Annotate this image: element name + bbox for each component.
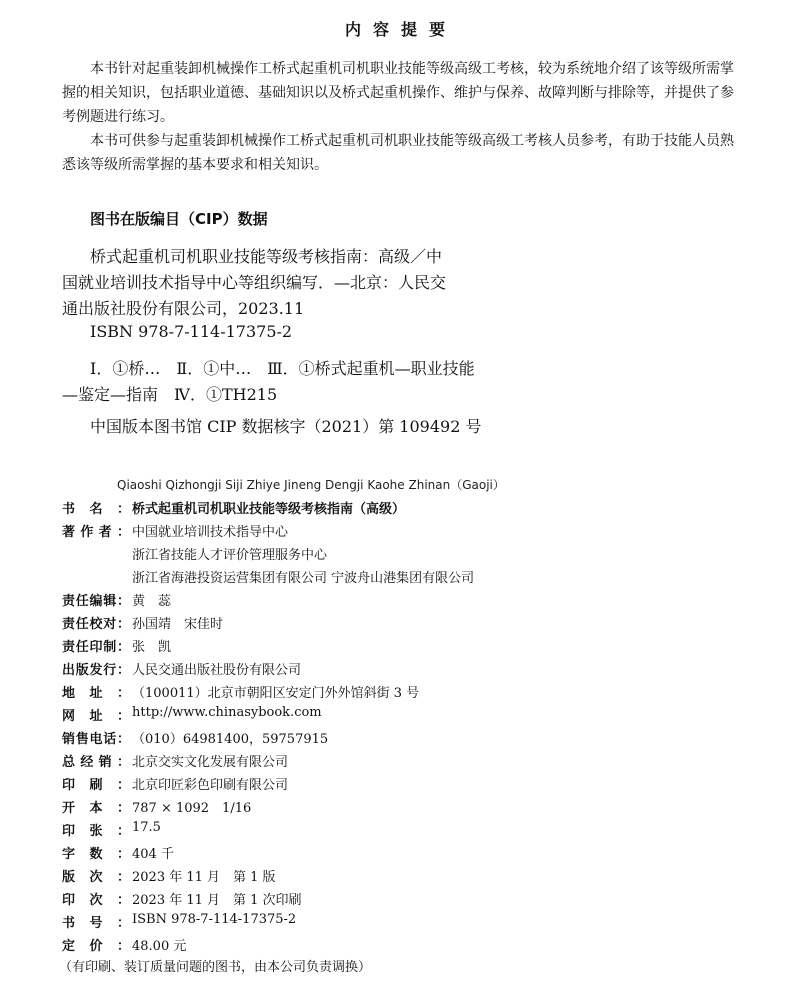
edition-label: 版次： (62, 870, 130, 885)
website-label: 网址： (62, 709, 130, 724)
summary-paragraph-1: 本书针对起重装卸机械操作工桥式起重机司机职业技能等级高级工考核，较为系统地介绍了该等级所需掌握的相关知识，包括职业道德、基础知识以及桥式起重机操作、维护与保养、故障判断与排除等，并提供了参考例题进行练习。 (62, 61, 734, 125)
cip-classification-line-2: —鉴定—指南 Ⅳ．①TH215 (62, 385, 278, 404)
cip-title: 图书在版编目（CIP）数据 (90, 210, 268, 228)
edition-value: 2023 年 11 月 第 1 版 (132, 870, 276, 885)
cip-title-line-3: 通出版社股份有限公司，2023.11 (62, 299, 305, 318)
author-label: 著作者： (62, 525, 130, 540)
quality-note: （有印刷、装订质量问题的图书，由本公司负责调换） (59, 960, 372, 975)
author-value-2: 浙江省技能人才评价管理服务中心 (132, 548, 328, 563)
cip-isbn: ISBN 978-7-114-17375-2 (90, 322, 293, 341)
words-label: 字数： (62, 847, 130, 862)
sheets-value: 17.5 (132, 820, 161, 835)
address-value: （100011）北京市朝阳区安定门外外馆斜街 3 号 (132, 686, 420, 701)
author-value-3: 浙江省海港投资运营集团有限公司 宁波舟山港集团有限公司 (132, 571, 475, 586)
printer-label: 印刷： (62, 778, 130, 793)
impression-value: 2023 年 11 月 第 1 次印刷 (132, 893, 302, 908)
distributor-label: 总经销： (62, 755, 130, 770)
isbn-label: 书号： (62, 916, 130, 931)
sales-phone-value: （010）64981400，59757915 (132, 732, 329, 747)
pinyin-title: Qiaoshi Qizhongji Siji Zhiye Jineng Dengji Kaohe Zhinan（Gaoji） (117, 478, 505, 492)
proofreader-value: 孙国靖 宋佳时 (132, 617, 224, 632)
price-value: 48.00 元 (132, 939, 187, 954)
proofreader-label: 责任校对： (62, 617, 130, 632)
price-label: 定价： (62, 939, 130, 954)
words-value: 404 千 (132, 847, 174, 862)
printer-value: 北京印匠彩色印刷有限公司 (132, 778, 289, 793)
impression-label: 印次： (62, 893, 130, 908)
editor-value: 黄 蕊 (132, 594, 172, 609)
publisher-label: 出版发行： (62, 663, 130, 678)
summary-heading: 内容提要 (344, 20, 457, 39)
author-value-1: 中国就业培训技术指导中心 (132, 525, 289, 540)
publisher-value: 人民交通出版社股份有限公司 (132, 663, 302, 678)
cip-record-number: 中国版本图书馆 CIP 数据核字（2021）第 109492 号 (90, 417, 482, 436)
printing-supervisor-label: 责任印制： (62, 640, 130, 655)
format-label: 开本： (62, 801, 130, 816)
format-value: 787 × 1092 1/16 (132, 801, 252, 816)
isbn-value: ISBN 978-7-114-17375-2 (132, 912, 297, 927)
book-name-value: 桥式起重机司机职业技能等级考核指南（高级） (132, 502, 406, 517)
address-label: 地址： (62, 686, 130, 701)
sales-phone-label: 销售电话： (62, 732, 130, 747)
cip-classification-line-1: Ⅰ．①桥… Ⅱ．①中… Ⅲ．①桥式起重机—职业技能 (90, 359, 475, 378)
distributor-value: 北京交实文化发展有限公司 (132, 755, 289, 770)
website-value: http://www.chinasybook.com (132, 705, 322, 720)
printing-supervisor-value: 张 凯 (132, 640, 172, 655)
editor-label: 责任编辑： (62, 594, 130, 609)
summary-paragraph-2: 本书可供参与起重装卸机械操作工桥式起重机司机职业技能等级高级工考核人员参考，有助于技能人员熟悉该等级所需掌握的基本要求和相关知识。 (62, 133, 734, 173)
sheets-label: 印张： (62, 824, 130, 839)
cip-title-line-1: 桥式起重机司机职业技能等级考核指南：高级／中 (90, 247, 443, 266)
cip-title-line-2: 国就业培训技术指导中心等组织编写．—北京：人民交 (62, 273, 447, 292)
book-name-label: 书名： (62, 502, 130, 517)
